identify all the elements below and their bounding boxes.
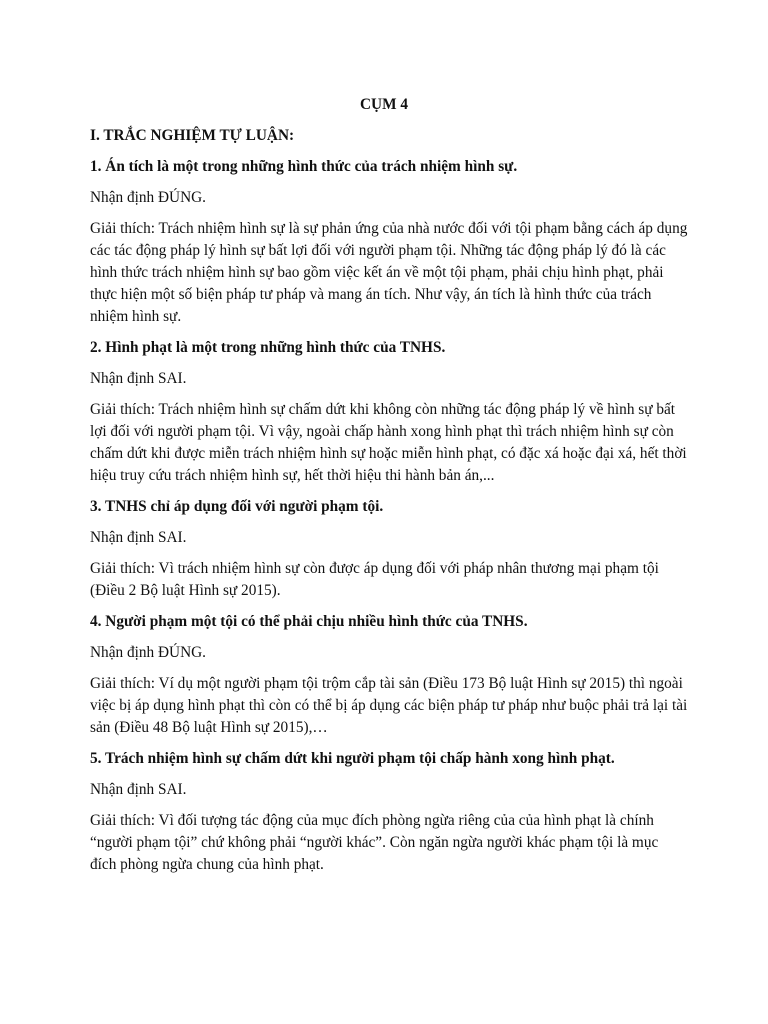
explanation-text: Giải thích: Trách nhiệm hình sự chấm dứt khi không còn những tác động pháp lý về hình sự bất lợi đối với người phạm tội. Vì vậy, ngoài chấp hành xong hình phạt thì trách nhiệm hình sự còn chấm dứt khi được miễn trách nhiệm hình sự hoặc miễn hình phạt, có đặc xá hoặc đại xá, hết thời hiệu truy cứu trách nhiệm hình sự, hết thời hiệu thi hành bản án,... [90,401,687,484]
verdict-text: Nhận định ĐÚNG. [90,189,206,206]
explanation-text: Giải thích: Trách nhiệm hình sự là sự phản ứng của nhà nước đối với tội phạm bằng cách áp dụng các tác động pháp lý hình sự bất lợi đối với người phạm tội. Những tác động pháp lý đó là các hình thức trách nhiệm hình sự bao gồm việc kết án về một tội phạm, phải chịu hình phạt, phải thực hiện một số biện pháp tư pháp và mang án tích. Như vậy, án tích là hình thức của trách nhiệm hình sự. [90,220,688,325]
verdict-text: Nhận định SAI. [90,781,187,798]
question-text: 4. Người phạm một tội có thể phải chịu nhiều hình thức của TNHS. [90,613,528,630]
question-item-1 [90,156,688,328]
question-item-3 [90,496,688,602]
verdict-text: Nhận định SAI. [90,370,187,387]
document-title: CỤM 4 [359,96,408,113]
verdict-text: Nhận định ĐÚNG. [90,644,206,661]
question-item-4 [90,611,688,739]
question-item-2 [90,337,688,487]
verdict-text: Nhận định SAI. [90,529,187,546]
question-text: 5. Trách nhiệm hình sự chấm dứt khi người phạm tội chấp hành xong hình phạt. [90,750,615,767]
question-text: 3. TNHS chỉ áp dụng đối với người phạm tội. [90,498,384,515]
section-heading: I. TRẮC NGHIỆM TỰ LUẬN: [90,127,295,144]
question-item-5 [90,748,688,876]
question-text: 1. Án tích là một trong những hình thức của trách nhiệm hình sự. [90,158,518,175]
question-text: 2. Hình phạt là một trong những hình thức của TNHS. [90,339,446,356]
explanation-text: Giải thích: Vì đối tượng tác động của mục đích phòng ngừa riêng của của hình phạt là chính “người phạm tội” chứ không phải “người khác”. Còn ngăn ngừa người khác phạm tội là mục đích phòng ngừa chung của hình phạt. [90,812,659,873]
explanation-text: Giải thích: Ví dụ một người phạm tội trộm cắp tài sản (Điều 173 Bộ luật Hình sự 2015) thì ngoài việc bị áp dụng hình phạt thì còn có thể bị áp dụng các biện pháp tư pháp như buộc phải trả lại tài sản (Điều 48 Bộ luật Hình sự 2015),… [90,675,688,736]
explanation-text: Giải thích: Vì trách nhiệm hình sự còn được áp dụng đối với pháp nhân thương mại phạm tội (Điều 2 Bộ luật Hình sự 2015). [90,560,659,599]
